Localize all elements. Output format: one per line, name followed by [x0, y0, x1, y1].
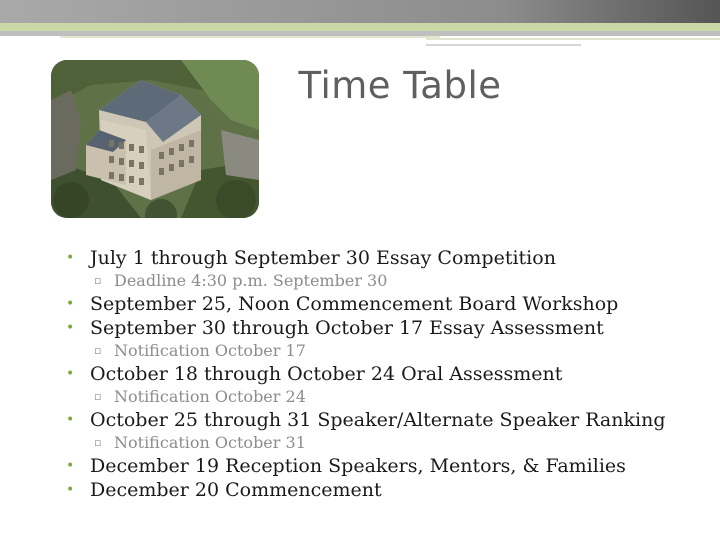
- bullet-dot-icon: •: [66, 458, 75, 474]
- header-decoration: [0, 0, 720, 24]
- bullet-dot-icon: •: [66, 250, 75, 266]
- bullet-item: [52, 316, 712, 340]
- bullet-dot-icon: •: [66, 366, 75, 382]
- bullet-text: October 18 through October 24 Oral Assessment: [90, 363, 563, 385]
- sub-bullet-item: [52, 270, 712, 292]
- bullet-dot-icon: •: [66, 320, 75, 336]
- sub-bullet-item: [52, 432, 712, 454]
- sub-bullet-item: [52, 340, 712, 362]
- header-accent-line: [60, 36, 440, 38]
- bullet-item: [52, 478, 712, 502]
- bullet-dot-icon: •: [66, 296, 75, 312]
- slide-title: Time Table: [298, 64, 502, 107]
- header-bar-dark: [0, 0, 720, 23]
- bullet-list: [52, 246, 712, 502]
- bullet-square-icon: ▫: [94, 390, 102, 403]
- bullet-dot-icon: •: [66, 412, 75, 428]
- bullet-item: [52, 246, 712, 270]
- bullet-text: September 30 through October 17 Essay Assessment: [90, 317, 604, 339]
- bullet-dot-icon: •: [66, 482, 75, 498]
- bullet-text: Notification October 17: [114, 341, 306, 360]
- sub-bullet-item: [52, 386, 712, 408]
- bullet-square-icon: ▫: [94, 436, 102, 449]
- header-accent-line: [426, 44, 581, 46]
- bullet-text: December 19 Reception Speakers, Mentors, & Families: [90, 455, 626, 477]
- building-photo: [51, 60, 259, 218]
- bullet-text: October 25 through 31 Speaker/Alternate Speaker Ranking: [90, 409, 666, 431]
- header-accent-line: [426, 38, 720, 40]
- bullet-item: [52, 362, 712, 386]
- bullet-text: Notification October 31: [114, 433, 306, 452]
- bullet-text: Deadline 4:30 p.m. September 30: [114, 271, 388, 290]
- bullet-text: Notification October 24: [114, 387, 306, 406]
- bullet-square-icon: ▫: [94, 344, 102, 357]
- bullet-item: [52, 292, 712, 316]
- bullet-item: [52, 408, 712, 432]
- bullet-square-icon: ▫: [94, 274, 102, 287]
- header-bar-green: [0, 23, 720, 31]
- bullet-text: July 1 through September 30 Essay Competition: [90, 247, 556, 269]
- bullet-item: [52, 454, 712, 478]
- bullet-text: September 25, Noon Commencement Board Workshop: [90, 293, 619, 315]
- bullet-text: December 20 Commencement: [90, 479, 382, 501]
